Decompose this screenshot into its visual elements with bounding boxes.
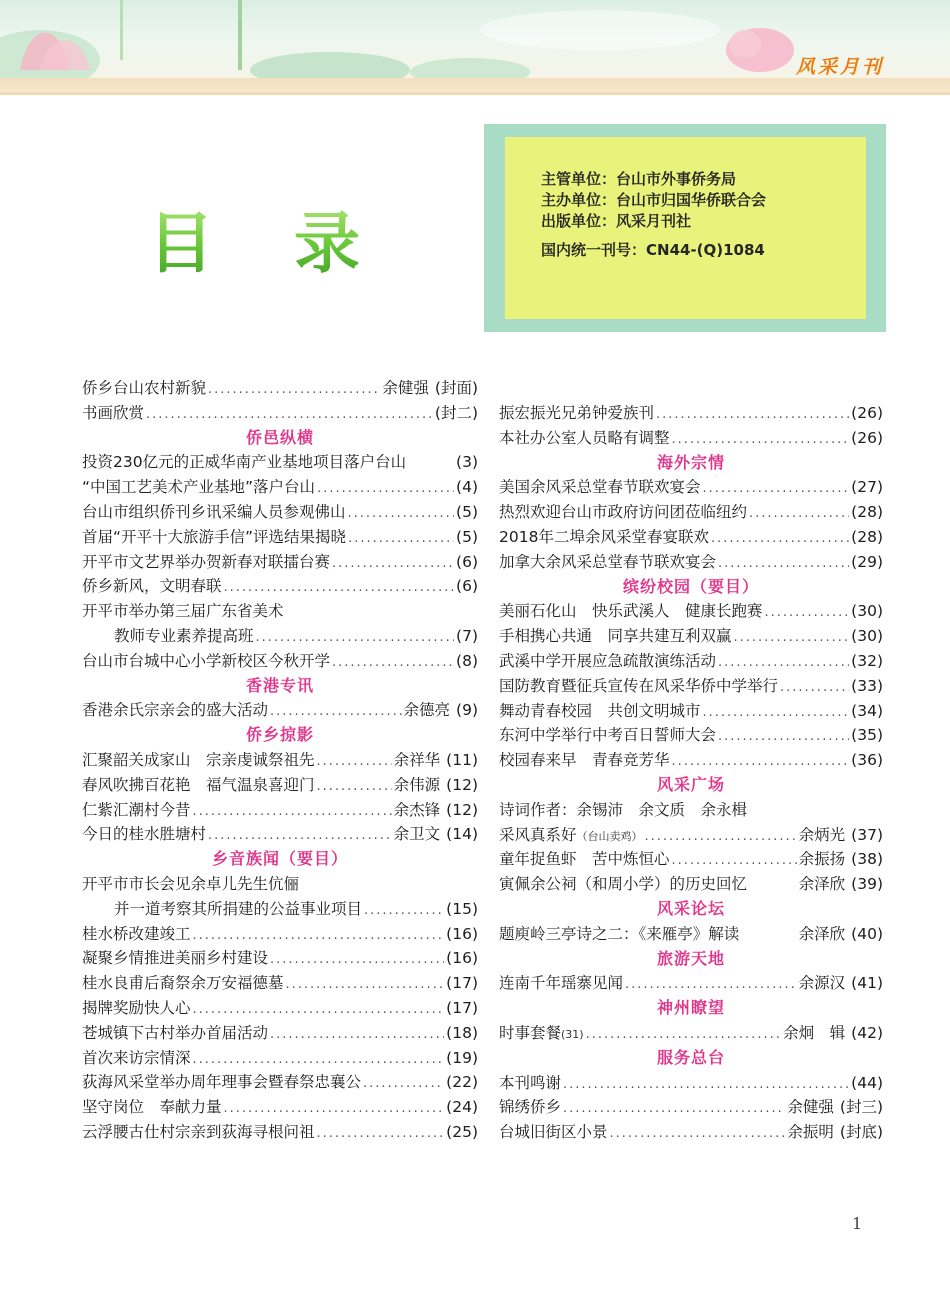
entry-title: 开平市市长会见余卓儿先生伉俪: [82, 874, 300, 893]
entry-page: (29): [851, 552, 883, 571]
toc-entry[interactable]: [82, 599, 478, 624]
entry-title: 本刊鸣谢: [499, 1073, 562, 1092]
toc-entry[interactable]: [82, 996, 478, 1021]
entry-page: (42): [851, 1023, 883, 1042]
entry-page: (7): [456, 626, 478, 645]
dot-leader: [193, 998, 445, 1023]
section-heading: 神州瞭望: [656, 998, 725, 1018]
entry-page: (41): [851, 974, 883, 993]
entry-title: 手相携心共通 同享共建互利双赢: [499, 627, 732, 646]
entry-page: (16): [446, 949, 478, 968]
entry-page: (36): [851, 751, 883, 770]
entry-author: 余泽欣: [798, 875, 846, 894]
entry-title: 2018年二埠余风采堂春宴联欢: [499, 527, 709, 546]
toc-entry[interactable]: [82, 798, 478, 823]
dot-leader: [718, 725, 849, 750]
toc-entry[interactable]: [499, 1095, 883, 1120]
toc-entry[interactable]: [499, 823, 883, 848]
entry-title: 侨乡台山农村新貌: [82, 379, 207, 397]
toc-entry[interactable]: [82, 971, 478, 996]
entry-title: 诗词作者：余锡沛 余文质 余永楫: [499, 800, 748, 819]
dot-leader: [703, 477, 850, 502]
entry-page: (封三): [839, 1098, 883, 1117]
toc-entry[interactable]: [82, 1046, 478, 1071]
toc-entry[interactable]: [82, 872, 478, 897]
section-heading: 侨乡掠影: [245, 725, 314, 745]
entry-author: 余伟源: [393, 775, 441, 794]
toc-entry[interactable]: [82, 822, 478, 847]
entry-page: (30): [851, 602, 883, 621]
section-heading: 香港专讯: [245, 675, 314, 695]
toc-title: 目录: [148, 190, 440, 285]
toc-entry[interactable]: [499, 748, 883, 773]
section-heading: 乡音族闻（要目）: [211, 849, 348, 869]
entry-page: (16): [446, 924, 478, 943]
entry-author: 余炯 辑: [783, 1023, 846, 1042]
entry-page: (28): [851, 503, 883, 522]
entry-title: 美国余风采总堂春节联欢宴会: [499, 478, 701, 497]
dot-leader: [718, 651, 849, 676]
entry-page: (15): [446, 899, 478, 918]
dot-leader: [645, 825, 797, 850]
dot-leader: [672, 849, 797, 874]
entry-page: (6): [456, 552, 478, 571]
dot-leader: [734, 626, 850, 651]
dot-leader: [317, 1122, 445, 1147]
dot-leader: [563, 1073, 849, 1098]
magazine-name: 风采月刊: [795, 56, 884, 78]
toc-entry[interactable]: [499, 426, 883, 451]
entry-title: 春风吹拂百花艳 福气温泉喜迎门: [82, 775, 315, 794]
toc-entry[interactable]: [82, 1021, 478, 1046]
entry-author: 余德亮: [403, 701, 451, 720]
entry-author: 余卫文: [393, 825, 441, 844]
toc-entry[interactable]: [499, 1021, 883, 1046]
entry-title: 锦绣侨乡: [499, 1098, 562, 1117]
toc-entry[interactable]: [82, 475, 478, 500]
section-heading: 风采论坛: [656, 898, 725, 918]
dot-leader: [193, 924, 445, 949]
toc-entry[interactable]: [499, 401, 883, 426]
entry-title: 侨乡新风，文明春联: [82, 577, 222, 596]
dot-leader: [364, 899, 444, 924]
entry-title: 凝聚乡情推进美丽乡村建设: [82, 949, 269, 968]
entry-title: 教师专业素养提高班: [114, 626, 254, 645]
entry-page: (24): [446, 1098, 478, 1117]
entry-page: (38): [851, 850, 883, 869]
entry-author: 余健强: [382, 379, 429, 397]
entry-page: (22): [446, 1073, 478, 1092]
entry-author: 余源汉: [798, 974, 846, 993]
dot-leader: [610, 1122, 786, 1147]
toc-entry[interactable]: [82, 376, 478, 401]
entry-title: 时事套餐: [499, 1023, 562, 1042]
entry-title: 云浮腰古仕村宗亲到荻海寻根问祖: [82, 1122, 315, 1141]
toc-entry[interactable]: [499, 550, 883, 575]
toc-entry[interactable]: [82, 550, 478, 575]
dot-leader: [672, 428, 850, 453]
section-heading: 海外宗情: [656, 452, 725, 472]
section-heading: 风采广场: [656, 774, 725, 794]
dot-leader: [656, 403, 849, 428]
entry-title: 童年捉鱼虾 苦中炼恒心: [499, 850, 670, 869]
entry-page: (17): [446, 974, 478, 993]
dot-leader: [765, 601, 850, 626]
page-number: 1: [852, 1214, 863, 1233]
sponsor-line: 主办单位：台山市归国华侨联合会: [541, 191, 767, 209]
entry-page: (35): [851, 726, 883, 745]
dot-leader: [270, 948, 444, 973]
section-heading: 服务总台: [656, 1047, 725, 1067]
entry-title: 桂水桥改建竣工: [82, 924, 191, 943]
dot-leader: [749, 502, 849, 527]
entry-page: (30): [851, 627, 883, 646]
entry-note: (31): [561, 1027, 584, 1041]
entry-title: 桂水良甫后裔祭余万安福德墓: [82, 974, 284, 993]
entry-page: (5): [456, 502, 478, 521]
section-heading: 旅游天地: [656, 948, 725, 968]
entry-title: 加拿大余风采总堂春节联欢宴会: [499, 552, 717, 571]
entry-page: (封面): [434, 379, 478, 397]
toc-entry[interactable]: [82, 946, 478, 971]
entry-title: 热烈欢迎台山市政府访问团莅临纽约: [499, 503, 748, 522]
dot-leader: [672, 750, 850, 775]
entry-page: (37): [851, 825, 883, 844]
header-banner: [0, 0, 950, 92]
entry-title: 今日的桂水胜塘村: [82, 825, 207, 844]
entry-page: (9): [456, 701, 478, 720]
entry-title: 揭牌奖励快人心: [82, 998, 191, 1017]
toc-entry[interactable]: [499, 624, 883, 649]
toc-entry[interactable]: [499, 525, 883, 550]
toc-entry[interactable]: [499, 971, 883, 996]
toc-entry[interactable]: [499, 500, 883, 525]
entry-author: 余泽欣: [798, 924, 846, 943]
entry-page: (19): [446, 1048, 478, 1067]
entry-page: (44): [851, 1073, 883, 1092]
dot-leader: [625, 973, 797, 998]
toc-entry[interactable]: [499, 699, 883, 724]
entry-page: (27): [851, 478, 883, 497]
entry-title: 仁紫汇潮村今昔: [82, 800, 191, 819]
entry-title: 国防教育暨征兵宣传在风采华侨中学举行: [499, 676, 779, 695]
entry-title: 首届“开平十大旅游手信”评选结果揭晓: [82, 527, 347, 546]
toc-entry[interactable]: [82, 450, 478, 475]
dot-leader: [193, 800, 392, 825]
banner-strip: [0, 78, 950, 92]
dot-leader: [348, 527, 454, 552]
entry-page: (33): [851, 676, 883, 695]
dot-leader: [270, 700, 402, 725]
entry-title: 连南千年瑶寨见闻: [499, 974, 624, 993]
dot-leader: [586, 1023, 782, 1048]
toc-entry[interactable]: [82, 773, 478, 798]
entry-page: (32): [851, 651, 883, 670]
toc-entry[interactable]: [82, 574, 478, 599]
entry-page: (40): [851, 924, 883, 943]
toc-left-column: [82, 376, 478, 1145]
dot-leader: [718, 552, 849, 577]
entry-title: 坚守岗位 奉献力量: [82, 1098, 222, 1117]
entry-author: 余振扬: [798, 850, 846, 869]
entry-page: (14): [446, 825, 478, 844]
issn-line: 国内统一刊号：CN44-(Q)1084: [541, 241, 765, 259]
entry-title: 校园春来早 青春竞芳华: [499, 751, 670, 770]
toc-entry[interactable]: [82, 1070, 478, 1095]
dot-leader: [363, 1072, 444, 1097]
entry-page: (18): [446, 1023, 478, 1042]
entry-title: 开平市举办第三届广东省美术: [82, 602, 284, 621]
toc-entry[interactable]: [82, 624, 478, 649]
entry-page: (5): [456, 527, 478, 546]
entry-title: 投资230亿元的正威华南产业基地项目落户台山: [82, 453, 407, 472]
publisher-box: [505, 137, 866, 319]
entry-title: 美丽石化山 快乐武溪人 健康长跑赛: [499, 602, 763, 621]
dot-leader: [317, 775, 392, 800]
entry-title: 振宏振光兄弟钟爱族刊: [499, 404, 655, 422]
section-heading: 侨邑纵横: [245, 427, 314, 447]
entry-page: (封二): [434, 403, 478, 422]
entry-author: 余健强: [787, 1098, 834, 1117]
entry-title: 武溪中学开展应急疏散演练活动: [499, 651, 717, 670]
entry-page: (26): [851, 428, 883, 447]
dot-leader: [317, 750, 392, 775]
dot-leader: [348, 502, 455, 527]
entry-note: （台山卖鸡）: [576, 829, 643, 843]
entry-page: (11): [446, 750, 478, 769]
toc-entry[interactable]: [499, 847, 883, 872]
entry-title: “中国工艺美术产业基地”落户台山: [82, 478, 316, 497]
dot-leader: [317, 477, 454, 502]
entry-page: (34): [851, 701, 883, 720]
toc-entry[interactable]: [82, 897, 478, 922]
entry-page: (39): [851, 875, 883, 894]
supervisor-line: 主管单位：台山市外事侨务局: [541, 170, 737, 188]
toc-entry[interactable]: [499, 1071, 883, 1096]
dot-leader: [224, 1097, 445, 1122]
dot-leader: [703, 701, 850, 726]
dot-leader: [146, 403, 433, 428]
entry-title: 苍城镇下古村举办首届活动: [82, 1023, 269, 1042]
entry-page: (12): [446, 775, 478, 794]
toc-entry[interactable]: [499, 723, 883, 748]
entry-page: (3): [456, 453, 478, 472]
toc-entry[interactable]: [499, 798, 883, 823]
entry-title: 题庾岭三亭诗之二：《来雁亭》解读: [499, 924, 740, 943]
entry-title: 首次来访宗情深: [82, 1048, 191, 1067]
toc-entry[interactable]: [82, 401, 478, 426]
dot-leader: [208, 824, 392, 849]
entry-title: 香港余氏宗亲会的盛大活动: [82, 701, 269, 720]
entry-page: (26): [851, 404, 883, 422]
entry-title: 台城旧街区小景: [499, 1123, 608, 1142]
dot-leader: [193, 1048, 445, 1073]
toc-entry[interactable]: [499, 649, 883, 674]
entry-title: 东河中学举行中考百日誓师大会: [499, 726, 717, 745]
entry-title: 舞动青春校园 共创文明城市: [499, 701, 701, 720]
dot-leader: [224, 576, 455, 601]
entry-title: 寅佩余公祠（和周小学）的历史回忆: [499, 875, 748, 894]
entry-author: 余振明: [787, 1123, 834, 1142]
dot-leader: [208, 378, 380, 403]
toc-entry[interactable]: [82, 748, 478, 773]
dot-leader: [256, 626, 455, 651]
toc-entry[interactable]: [82, 1095, 478, 1120]
entry-title: 并一道考察其所捐建的公益事业项目: [114, 899, 363, 918]
entry-title: 汇聚韶关成家山 宗亲虔诚祭祖先: [82, 750, 315, 769]
toc-entry[interactable]: [82, 525, 478, 550]
dot-leader: [270, 1023, 444, 1048]
entry-author: 余祥华: [393, 750, 441, 769]
entry-title: 书画欣赏: [82, 403, 145, 422]
entry-title: 采风真系好: [499, 825, 577, 844]
toc-entry[interactable]: [82, 1120, 478, 1145]
dot-leader: [286, 973, 445, 998]
entry-author: 余杰锋: [393, 800, 441, 819]
toc-entry[interactable]: [82, 649, 478, 674]
dot-leader: [332, 651, 454, 676]
entry-page: (17): [446, 998, 478, 1017]
entry-page: (8): [456, 651, 478, 670]
toc-entry[interactable]: [499, 872, 883, 897]
entry-title: 荻海风采堂举办周年理事会暨春祭忠襄公: [82, 1073, 362, 1092]
entry-title: 开平市文艺界举办贺新春对联擂台赛: [82, 552, 331, 571]
toc-entry[interactable]: [499, 475, 883, 500]
entry-author: 余炳光: [798, 825, 846, 844]
dot-leader: [780, 676, 849, 701]
toc-entry[interactable]: [499, 599, 883, 624]
entry-page: (28): [851, 527, 883, 546]
dot-leader: [332, 552, 454, 577]
dot-leader: [563, 1097, 785, 1122]
toc-entry[interactable]: [82, 500, 478, 525]
toc-entry[interactable]: [499, 1120, 883, 1145]
entry-title: 本社办公室人员略有调整: [499, 428, 670, 447]
entry-title: 台山市组织侨刊乡讯采编人员参观佛山: [82, 502, 346, 521]
toc-entry[interactable]: [82, 698, 478, 723]
entry-page: (6): [456, 577, 478, 596]
toc-entry[interactable]: [499, 674, 883, 699]
entry-page: (25): [446, 1122, 478, 1141]
toc-entry[interactable]: [82, 922, 478, 947]
entry-page: (4): [456, 478, 478, 497]
toc-entry[interactable]: [499, 922, 883, 947]
dot-leader: [711, 527, 849, 552]
section-heading: 缤纷校园（要目）: [622, 576, 759, 596]
entry-title: 台山市台城中心小学新校区今秋开学: [82, 651, 331, 670]
toc-right-column: [499, 401, 883, 1145]
entry-page: (封底): [839, 1123, 883, 1142]
publisher-line: 出版单位：风采月刊社: [541, 212, 692, 230]
banner-underline: [0, 92, 950, 95]
entry-page: (12): [446, 800, 478, 819]
